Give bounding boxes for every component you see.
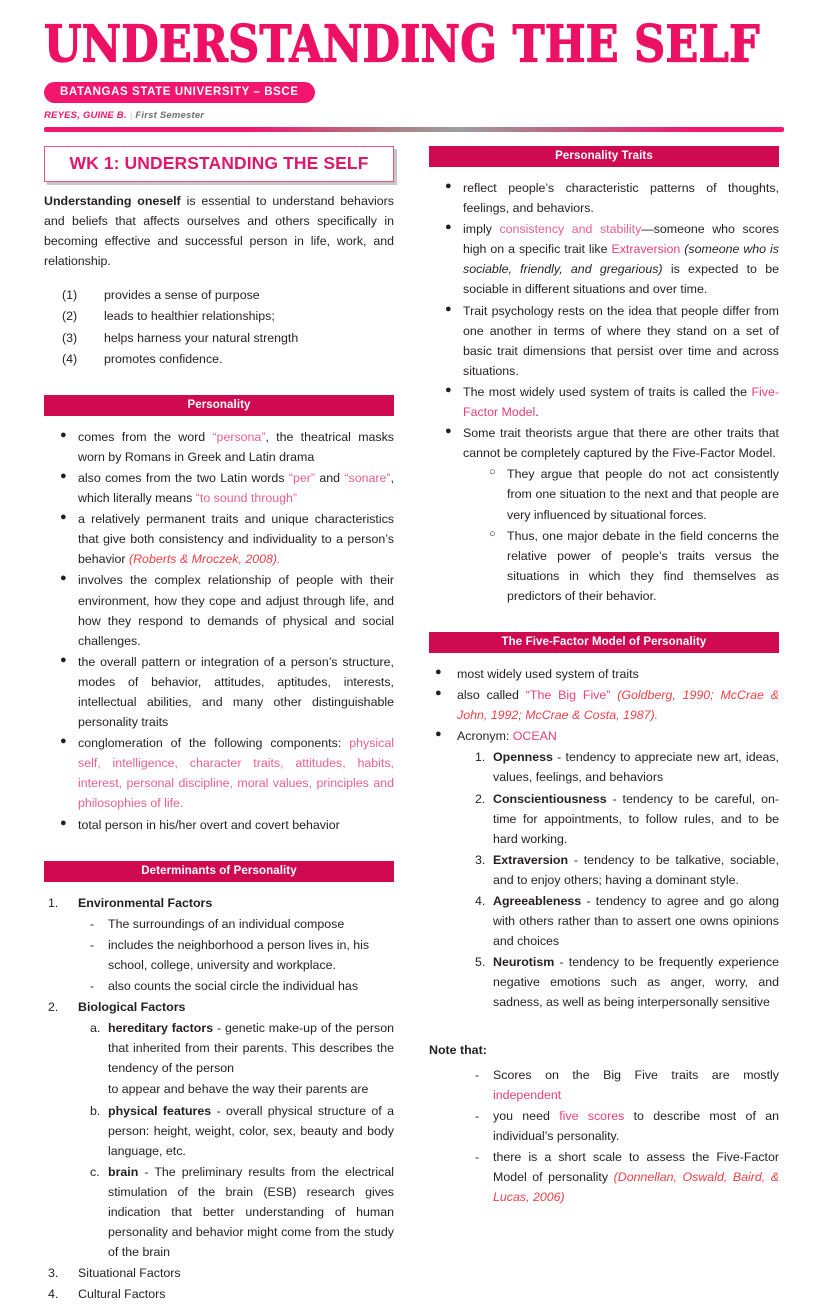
parenthetical: (someone who is sociable, friendly, and gregarious) <box>463 242 779 277</box>
school-badge: BATANGAS STATE UNIVERSITY – BSCE <box>44 82 315 103</box>
marker: 5. <box>475 955 486 970</box>
marker: 1. <box>475 750 486 765</box>
list-item <box>44 328 394 348</box>
section-header-determinants: Determinants of Personality <box>44 861 394 882</box>
marker: c. <box>90 1164 100 1179</box>
bullet-text: Acronym: OCEAN <box>457 729 557 744</box>
highlight-term: Five-Factor Model <box>463 384 779 420</box>
highlight-term: “sonare” <box>344 470 391 485</box>
list-item <box>74 1101 394 1161</box>
highlight-term: OCEAN <box>512 729 557 744</box>
list-item <box>429 178 779 218</box>
highlight-term: physical self, intelligence, character traits, attitudes, habits, interest, personal discipline, moral values, principles and philosophies of life. <box>78 736 394 811</box>
list-item <box>459 1106 779 1146</box>
sub-bullet-icon: ○ <box>489 527 496 540</box>
intro-paragraph <box>44 191 394 271</box>
bullet-icon: ● <box>60 469 67 482</box>
marker: a. <box>90 1021 101 1036</box>
sub-term: physical features <box>108 1103 212 1118</box>
sub-text: physical features - overall physical structure of a person: height, weight, color, sex, beauty and body language, etc. <box>108 1103 394 1158</box>
bullet-icon: ● <box>60 511 67 524</box>
note-heading: Note that: <box>429 1042 487 1057</box>
bullet-text: comes from the word “persona”, the theatrical masks worn by Romans in Greek and Latin drama <box>78 429 394 464</box>
byline <box>44 110 784 121</box>
marker: - <box>90 979 95 993</box>
list-item <box>459 850 779 890</box>
bullet-text: The most widely used system of traits is called the Five-Factor Model. <box>463 384 779 420</box>
bullet-icon: ● <box>60 653 67 666</box>
list-item <box>459 1065 779 1105</box>
list-item <box>74 1018 394 1078</box>
bullet-icon: ● <box>445 425 452 438</box>
factor-text: Agreeableness - tendency to agree and go along with others rather than to assert one owns opinions and choices <box>493 894 779 949</box>
list-item <box>44 349 394 369</box>
marker: 4. <box>475 894 486 908</box>
citation: (Roberts & Mroczek, 2008). <box>128 552 281 567</box>
list-item <box>44 427 394 467</box>
list-item <box>44 733 394 813</box>
bullet-text: most widely used system of traits <box>457 666 639 681</box>
determinants-list <box>44 893 394 1305</box>
list-item <box>44 893 394 913</box>
marker <box>74 1079 108 1099</box>
right-column <box>429 146 779 1208</box>
list-item <box>44 570 394 650</box>
bullet-text: also comes from the two Latin words “per” and “sonare”, which literally means “to sound through” <box>78 470 395 506</box>
bullet-icon: ● <box>445 221 452 234</box>
list-item <box>463 526 779 606</box>
citation: (Donnellan, Oswald, Baird, & Lucas, 2006) <box>493 1170 779 1205</box>
two-column-layout <box>44 146 784 1306</box>
list-item <box>44 285 394 305</box>
determinant-title: Situational Factors <box>78 1266 181 1281</box>
list-item <box>459 747 779 787</box>
bullet-text: also called “The Big Five” (Goldberg, 1990; McCrae & John, 1992; McCrae & Costa, 1987). <box>457 688 779 723</box>
factor-name: Openness <box>493 750 553 765</box>
sub-text: to appear and behave the way their parents are <box>108 1082 369 1097</box>
traits-bullets <box>429 178 779 606</box>
benefits-list <box>44 285 394 368</box>
bullet-text: Some trait theorists argue that there are other traits that cannot be completely captured by the Five-Factor Model. <box>463 426 779 461</box>
list-item <box>429 423 779 463</box>
marker: b. <box>90 1103 101 1118</box>
list-item <box>459 952 779 1012</box>
benefit-text: provides a sense of purpose <box>104 288 260 303</box>
list-item <box>44 652 394 732</box>
sub-term: brain <box>108 1164 139 1179</box>
benefit-text: helps harness your natural strength <box>104 330 299 345</box>
bullet-text: total person in his/her overt and covert behavior <box>78 817 340 832</box>
marker: 2. <box>475 791 486 806</box>
list-item <box>459 1147 779 1207</box>
list-item <box>463 464 779 524</box>
sub-bullet-icon: ○ <box>489 466 496 479</box>
marker: (1) <box>62 288 78 303</box>
highlight-term: Extraversion <box>611 242 681 257</box>
determinant-title: Cultural Factors <box>78 1287 166 1302</box>
bullet-icon: ● <box>60 816 67 829</box>
list-item <box>44 1284 394 1304</box>
sub-bullet-text: Thus, one major debate in the field concerns the relative power of people’s traits versus the situations in which they find themselves as predictors of their behavior. <box>507 528 779 603</box>
bullet-text: a relatively permanent traits and unique characteristics that give both consistency and individuality to a person’s behavior (Roberts & Mroczek, 2008). <box>78 512 394 567</box>
week-title: WK 1: UNDERSTANDING THE SELF <box>69 153 369 173</box>
section-header-five-factor-model: The Five-Factor Model of Personality <box>429 632 779 653</box>
marker: (3) <box>62 330 78 345</box>
bullet-icon: ● <box>445 383 452 396</box>
highlight-term: “persona” <box>212 429 266 444</box>
intro-lead: Understanding oneself <box>44 194 181 208</box>
list-item <box>74 935 394 975</box>
sub-text: The surroundings of an individual compose <box>108 916 345 931</box>
list-item <box>44 1263 394 1283</box>
marker: 4. <box>48 1287 59 1302</box>
factor-name: Extraversion <box>493 852 569 867</box>
bullet-text: imply consistency and stability—someone who scores high on a specific trait like Extraversion (someone who is sociable, friendly, and gregarious) is expected to be sociable in different situations and over time. <box>463 222 779 297</box>
list-item <box>44 468 394 508</box>
list-item <box>74 914 394 934</box>
bullet-text: involves the complex relationship of people with their environment, how they cope and adjust through life, and how they respond to demands of physical and social challenges. <box>78 573 394 648</box>
list-item <box>459 789 779 849</box>
list-item <box>429 685 779 725</box>
week-title-box <box>44 146 394 182</box>
sub-text: hereditary factors - genetic make-up of the person that inherited from their parents. This describes the tendency of the person <box>108 1021 394 1076</box>
bullet-text: the overall pattern or integration of a person’s structure, modes of behavior, attitudes, aptitudes, interests, intellectual abilities, and many other distinguishable personality traits <box>78 654 394 730</box>
benefit-text: promotes confidence. <box>104 351 223 366</box>
marker: 1. <box>48 895 59 910</box>
list-item <box>44 509 394 569</box>
byline-separator: | <box>129 110 133 121</box>
bullet-icon: ● <box>435 728 442 741</box>
marker: 3. <box>48 1266 59 1281</box>
marker: 2. <box>48 1000 59 1015</box>
page-title: UNDERSTANDING THE SELF <box>44 15 760 75</box>
bullet-text: reflect people’s characteristic patterns of thoughts, feelings, and behaviors. <box>463 181 779 216</box>
list-item <box>429 219 779 299</box>
marker: - <box>475 1108 480 1123</box>
bullet-icon: ● <box>60 572 67 585</box>
section-header-personality-traits: Personality Traits <box>429 146 779 167</box>
factor-text: Conscientiousness - tendency to be careful, on-time for appointments, to follow rules, and to be hard working. <box>493 791 779 846</box>
marker: (2) <box>62 309 78 324</box>
determinant-title: Biological Factors <box>78 1000 186 1015</box>
highlight-term: “to sound through” <box>195 491 298 506</box>
list-item <box>74 1079 394 1099</box>
header-divider <box>44 127 784 132</box>
marker: - <box>90 937 95 952</box>
marker: - <box>475 1149 480 1164</box>
factor-text: Neurotism - tendency to be frequently experience negative emotions such as anger, worry, and sadness, as well as being interpersonally sensitive <box>493 955 779 1010</box>
marker: (4) <box>62 351 78 366</box>
intro-rest: is essential to understand behaviors and beliefs that affects ourselves and others specifically in becoming effective and successful person in life, work, and relationship. <box>44 194 394 269</box>
bullet-text: conglomeration of the following components: physical self, intelligence, character traits, attitudes, habits, interest, personal discipline, moral values, principles and philosophies of life. <box>78 736 394 811</box>
list-item <box>74 976 394 996</box>
list-item <box>429 301 779 381</box>
highlight-term: independent <box>493 1087 562 1102</box>
left-column <box>44 146 394 1306</box>
citation: (Goldberg, 1990; McCrae & John, 1992; McCrae & Costa, 1987). <box>457 688 779 723</box>
author-name: REYES, GUINE B. <box>44 110 127 121</box>
highlight-term: consistency and stability <box>499 222 642 237</box>
highlight-term: “per” <box>288 470 316 485</box>
personality-bullets <box>44 427 394 835</box>
document-header <box>44 15 784 132</box>
ffm-bullets <box>429 664 779 1013</box>
list-item <box>44 306 394 326</box>
bullet-text: Trait psychology rests on the idea that people differ from one another in terms of where they stand on a set of basic trait dimensions that persist over time and across situations. <box>463 303 779 378</box>
list-item <box>74 1162 394 1262</box>
list-item <box>429 382 779 422</box>
determinant-title: Environmental Factors <box>78 895 213 910</box>
bullet-icon: ● <box>60 735 67 748</box>
bullet-icon: ● <box>435 687 442 700</box>
factor-text: Openness - tendency to appreciate new art, ideas, values, feelings, and behaviors <box>493 750 779 785</box>
highlight-term: five scores <box>559 1108 625 1123</box>
note-text: Scores on the Big Five traits are mostly independent <box>493 1067 779 1102</box>
list-item <box>459 891 779 951</box>
list-item <box>44 997 394 1017</box>
factor-name: Neurotism <box>493 955 555 970</box>
highlight-term: “The Big Five” <box>525 688 611 703</box>
section-header-personality: Personality <box>44 395 394 416</box>
bullet-icon: ● <box>60 428 67 441</box>
bullet-icon: ● <box>435 665 442 678</box>
note-text: there is a short scale to assess the Five-Factor Model of personality (Donnellan, Oswald, Baird, & Lucas, 2006) <box>493 1149 779 1205</box>
factor-name: Conscientiousness <box>493 791 607 806</box>
bullet-icon: ● <box>445 302 452 315</box>
sub-term: hereditary factors <box>108 1021 214 1036</box>
factor-name: Agreeableness <box>493 894 582 908</box>
list-item <box>429 664 779 684</box>
marker: 3. <box>475 852 486 867</box>
list-item <box>429 726 779 746</box>
sub-bullet-text: They argue that people do not act consistently from one situation to the next and that people are very influenced by situational forces. <box>507 467 779 522</box>
marker: - <box>90 916 95 931</box>
semester-label: First Semester <box>135 110 205 121</box>
marker: - <box>475 1067 480 1082</box>
sub-text: brain - The preliminary results from the electrical stimulation of the brain (ESB) research gives indication that better understanding of human personality and behavior might come from the study of the brain <box>108 1164 394 1260</box>
factor-text: Extraversion - tendency to be talkative, sociable, and to enjoy others; having a dominant style. <box>493 852 779 887</box>
sub-text: includes the neighborhood a person lives in, his school, college, university and workplace. <box>108 937 370 972</box>
list-item <box>44 815 394 835</box>
benefit-text: leads to healthier relationships; <box>104 309 275 324</box>
note-text: you need five scores to describe most of an individual’s personality. <box>493 1108 779 1143</box>
sub-text: also counts the social circle the individual has <box>108 979 359 993</box>
bullet-icon: ● <box>445 180 452 192</box>
note-list <box>429 1065 779 1208</box>
